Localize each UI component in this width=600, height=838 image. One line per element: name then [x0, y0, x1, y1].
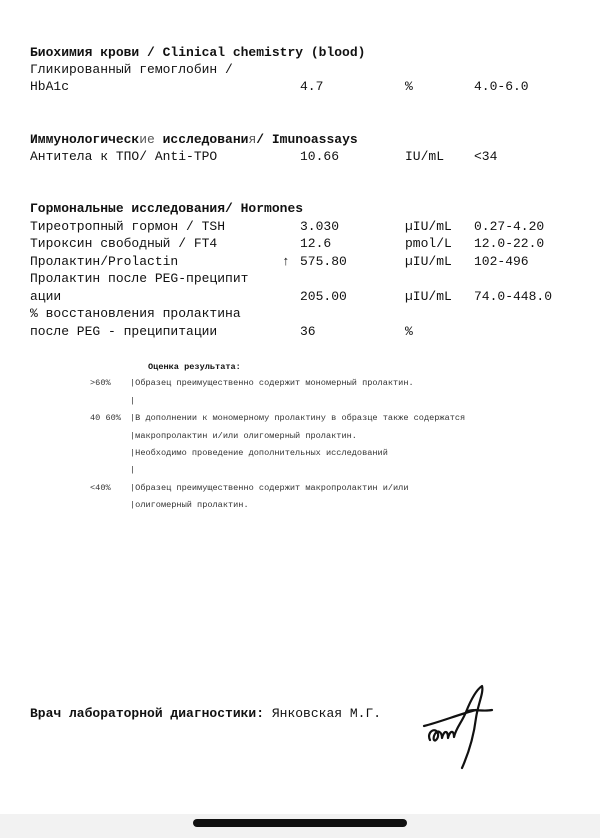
test-name: Пролактин после PEG-преципит	[30, 271, 249, 286]
result-row	[30, 149, 590, 166]
test-unit: µIU/mL	[405, 289, 452, 304]
test-value: 36	[300, 324, 316, 339]
section-title-biochemistry: Биохимия крови / Clinical chemistry (blood)	[30, 45, 366, 60]
assessment-text: |Образец преимущественно содержит макропролактин и/или	[130, 483, 409, 493]
test-name: ации	[30, 289, 62, 304]
test-value: 575.80	[300, 254, 347, 269]
result-row	[30, 254, 590, 271]
assessment-range: <40%	[90, 483, 111, 493]
result-row	[30, 324, 590, 341]
test-reference: 102-496	[474, 254, 529, 269]
test-unit: pmol/L	[405, 236, 452, 251]
doctor-label: Врач лабораторной диагностики:	[30, 706, 265, 721]
test-unit: µIU/mL	[405, 219, 452, 234]
assessment-range: 40 60%	[90, 413, 121, 423]
section-title-hormones: Гормональные исследования/ Hormones	[30, 201, 304, 216]
title-part-light: я	[248, 132, 257, 147]
assessment-text: |В дополнении к мономерному пролактину в образце также содержатся	[130, 413, 466, 423]
test-value: 3.030	[300, 219, 340, 234]
assessment-text: |	[130, 396, 136, 406]
test-reference: 0.27-4.20	[474, 219, 545, 234]
test-value: 4.7	[300, 79, 324, 94]
test-value: 205.00	[300, 289, 347, 304]
assessment-text: |Необходимо проведение дополнительных исследований	[130, 448, 388, 458]
doctor-signature-line	[30, 706, 381, 721]
test-unit: IU/mL	[405, 149, 445, 164]
result-row	[30, 219, 590, 236]
test-value: 10.66	[300, 149, 340, 164]
title-part: исследовани	[154, 132, 249, 147]
assessment-text: |макропролактин и/или олигомерный пролактин.	[130, 431, 357, 441]
test-reference: 4.0-6.0	[474, 79, 529, 94]
test-reference: 12.0-22.0	[474, 236, 545, 251]
title-part: / Imunoassays	[256, 132, 358, 147]
test-value: 12.6	[300, 236, 332, 251]
home-indicator[interactable]	[193, 819, 407, 827]
test-name: после PEG - преципитации	[30, 324, 218, 339]
test-reference: <34	[474, 149, 498, 164]
result-row	[30, 62, 590, 79]
result-row	[30, 271, 590, 288]
result-row	[30, 79, 590, 96]
test-name: HbA1c	[30, 79, 70, 94]
title-part: Иммунологическ	[30, 132, 140, 147]
test-name: Тиреотропный гормон / TSH	[30, 219, 226, 234]
test-unit: %	[405, 324, 413, 339]
handwritten-signature-icon	[420, 682, 500, 774]
test-name: Тироксин свободный / FT4	[30, 236, 218, 251]
title-part-light: ие	[139, 132, 155, 147]
assessment-text: |Образец преимущественно содержит мономерный пролактин.	[130, 378, 414, 388]
section-title-immunoassays	[30, 132, 358, 147]
assessment-text: |	[130, 465, 136, 475]
arrow-up-icon: ↑	[282, 254, 290, 269]
assessment-title: Оценка результата:	[148, 362, 241, 372]
test-name: Антитела к ТПО/ Anti-TPO	[30, 149, 218, 164]
assessment-range: >60%	[90, 378, 111, 388]
test-name: % восстановления пролактина	[30, 306, 241, 321]
test-name: Гликированный гемоглобин /	[30, 62, 233, 77]
test-unit: %	[405, 79, 413, 94]
result-row	[30, 236, 590, 253]
doctor-name: Янковская М.Г.	[264, 706, 382, 721]
result-row	[30, 289, 590, 306]
assessment-text: |олигомерный пролактин.	[130, 500, 249, 510]
test-name: Пролактин/Prolactin	[30, 254, 179, 269]
test-reference: 74.0-448.0	[474, 289, 553, 304]
test-unit: µIU/mL	[405, 254, 452, 269]
result-row	[30, 306, 590, 323]
